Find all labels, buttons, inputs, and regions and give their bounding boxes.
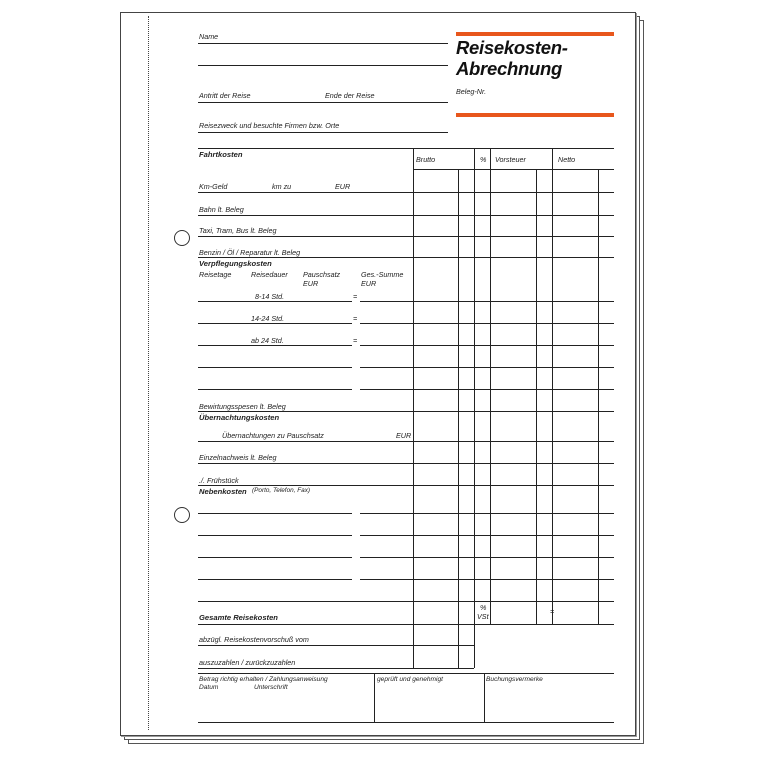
zweck-label: Reisezweck und besuchte Firmen bzw. Orte xyxy=(199,121,340,130)
verpflegung-blank2-line-a[interactable] xyxy=(198,389,352,390)
nebenkosten-end-line xyxy=(198,601,614,602)
uebernachtung-heading: Übernachtungskosten xyxy=(199,413,280,422)
col-reisetage: Reisetage xyxy=(199,270,232,279)
nebenkosten-line4-b[interactable] xyxy=(360,579,413,580)
footer-divider-1 xyxy=(374,673,375,722)
gesamt-percent: % xyxy=(480,603,487,612)
verpflegung-row3-line-b[interactable] xyxy=(360,345,413,346)
verpflegung-blank1-line-a[interactable] xyxy=(198,367,352,368)
percent-right-line xyxy=(490,148,491,624)
footer-unterschrift: Unterschrift xyxy=(254,684,288,691)
col-netto: Netto xyxy=(558,155,576,164)
nebenkosten-line3-a[interactable] xyxy=(198,557,352,558)
verpflegung-row1-equals: = xyxy=(353,292,358,301)
brutto-right-line xyxy=(474,148,475,668)
verpflegung-row1-line-a[interactable] xyxy=(198,301,352,302)
antritt-label: Antritt der Reise xyxy=(199,91,251,100)
nebenkosten-line3-b[interactable] xyxy=(360,557,413,558)
col-gessumme: Ges.-Summe xyxy=(361,270,404,279)
col-pauschsatz: Pauschsatz xyxy=(303,270,341,279)
footer-bottom-rule xyxy=(198,722,614,723)
punch-hole-bottom xyxy=(174,507,190,523)
uebernachtung-eur-label: EUR xyxy=(396,431,412,440)
beleg-label: Beleg-Nr. xyxy=(456,87,487,96)
netto-cents-line xyxy=(598,169,599,624)
auszuzahlen-line[interactable] xyxy=(198,668,474,669)
antritt-line[interactable] xyxy=(198,102,448,103)
nebenkosten-line4-a[interactable] xyxy=(198,579,352,580)
gesamt-equals: = xyxy=(550,607,555,616)
right-grid-line-345 xyxy=(413,345,614,346)
col-gessumme-unit: EUR xyxy=(361,279,377,288)
right-grid-line-535 xyxy=(413,535,614,536)
verpflegung-row1-label: 8-14 Std. xyxy=(255,292,285,301)
title-accent-bar-bottom xyxy=(456,113,614,117)
right-grid-line-557 xyxy=(413,557,614,558)
taxi-line[interactable] xyxy=(198,236,614,237)
right-grid-line-323 xyxy=(413,323,614,324)
fruehstueck-label: ./. Frühstück xyxy=(199,476,239,485)
einzelnachweis-line[interactable] xyxy=(198,463,614,464)
punch-hole-top xyxy=(174,230,190,246)
nebenkosten-line2-a[interactable] xyxy=(198,535,352,536)
nebenkosten-line1-b[interactable] xyxy=(360,513,413,514)
verpflegung-row2-equals: = xyxy=(353,314,358,323)
km-geld-line[interactable] xyxy=(198,192,614,193)
brutto-left-line xyxy=(413,148,414,668)
taxi-label: Taxi, Tram, Bus lt. Beleg xyxy=(199,226,277,235)
verpflegung-blank2-line-b[interactable] xyxy=(360,389,413,390)
column-header-rule xyxy=(413,169,614,170)
km-zu-label: km zu xyxy=(272,182,292,191)
col-brutto: Brutto xyxy=(416,155,436,164)
gesamt-vst: VSt xyxy=(477,612,489,621)
gesamt-line[interactable] xyxy=(198,624,614,625)
verpflegung-row3-equals: = xyxy=(353,336,358,345)
form-title-line1: Reisekosten- xyxy=(456,37,568,58)
vorsteuer-cents-line xyxy=(536,169,537,624)
verpflegung-row2-label: 14-24 Std. xyxy=(251,314,285,323)
right-grid-line-367 xyxy=(413,367,614,368)
right-grid-line-579 xyxy=(413,579,614,580)
uebernachtung-pauschsatz-line[interactable] xyxy=(198,441,614,442)
zweck-line[interactable] xyxy=(198,132,448,133)
vorsteuer-right-line xyxy=(552,148,553,624)
footer-datum: Datum xyxy=(199,684,219,691)
uebernachtung-pauschsatz-label: Übernachtungen zu Pauschsatz xyxy=(222,431,324,440)
form-title-line2: Abrechnung xyxy=(456,58,562,79)
name-label: Name xyxy=(199,32,219,41)
nebenkosten-note: (Porto, Telefon, Fax) xyxy=(252,487,311,494)
verpflegung-row2-line-b[interactable] xyxy=(360,323,413,324)
verpflegung-end-line xyxy=(198,411,614,412)
perforation-line xyxy=(148,16,149,730)
km-eur-label: EUR xyxy=(335,182,351,191)
bahn-label: Bahn lt. Beleg xyxy=(199,205,244,214)
einzelnachweis-label: Einzelnachweis lt. Beleg xyxy=(199,453,277,462)
uebernachtung-end-line xyxy=(198,485,614,486)
footer-top-rule xyxy=(198,673,614,674)
right-grid-line-301 xyxy=(413,301,614,302)
fahrtkosten-heading: Fahrtkosten xyxy=(199,150,243,159)
name-line-1[interactable] xyxy=(198,43,448,44)
vorschuss-line[interactable] xyxy=(198,645,474,646)
col-reisedauer: Reisedauer xyxy=(251,270,288,279)
footer-buchung: Buchungsvermerke xyxy=(486,676,543,683)
brutto-cents-line xyxy=(458,169,459,668)
bewirtung-label: Bewirtungsspesen lt. Beleg xyxy=(199,402,286,411)
footer-geprueft: geprüft und genehmigt xyxy=(377,676,443,683)
fahrtkosten-end-line xyxy=(198,257,614,258)
bahn-line[interactable] xyxy=(198,215,614,216)
name-line-2[interactable] xyxy=(198,65,448,66)
right-grid-line-389 xyxy=(413,389,614,390)
col-vorsteuer: Vorsteuer xyxy=(495,155,526,164)
footer-divider-2 xyxy=(484,673,485,722)
verpflegung-heading: Verpflegungskosten xyxy=(199,259,272,268)
verpflegung-row1-line-b[interactable] xyxy=(360,301,413,302)
col-percent: % xyxy=(480,155,487,164)
verpflegung-row2-line-a[interactable] xyxy=(198,323,352,324)
nebenkosten-line2-b[interactable] xyxy=(360,535,413,536)
ende-label: Ende der Reise xyxy=(325,91,375,100)
benzin-label: Benzin / Öl / Reparatur lt. Beleg xyxy=(199,248,301,257)
footer-betrag: Betrag richtig erhalten / Zahlungsanweisung xyxy=(199,676,328,683)
verpflegung-blank1-line-b[interactable] xyxy=(360,367,413,368)
nebenkosten-heading: Nebenkosten xyxy=(199,487,247,496)
gesamt-label: Gesamte Reisekosten xyxy=(199,613,278,622)
form-sheet xyxy=(120,12,636,736)
auszuzahlen-label: auszuzahlen / zurückzuzahlen xyxy=(199,658,296,667)
verpflegung-row3-label: ab 24 Std. xyxy=(251,336,284,345)
title-accent-bar-top xyxy=(456,32,614,36)
nebenkosten-line1-a[interactable] xyxy=(198,513,352,514)
verpflegung-row3-line-a[interactable] xyxy=(198,345,352,346)
km-geld-label: Km-Geld xyxy=(199,182,228,191)
vorschuss-label: abzügl. Reisekostenvorschuß vom xyxy=(199,635,309,644)
right-grid-line-513 xyxy=(413,513,614,514)
col-pauschsatz-unit: EUR xyxy=(303,279,319,288)
